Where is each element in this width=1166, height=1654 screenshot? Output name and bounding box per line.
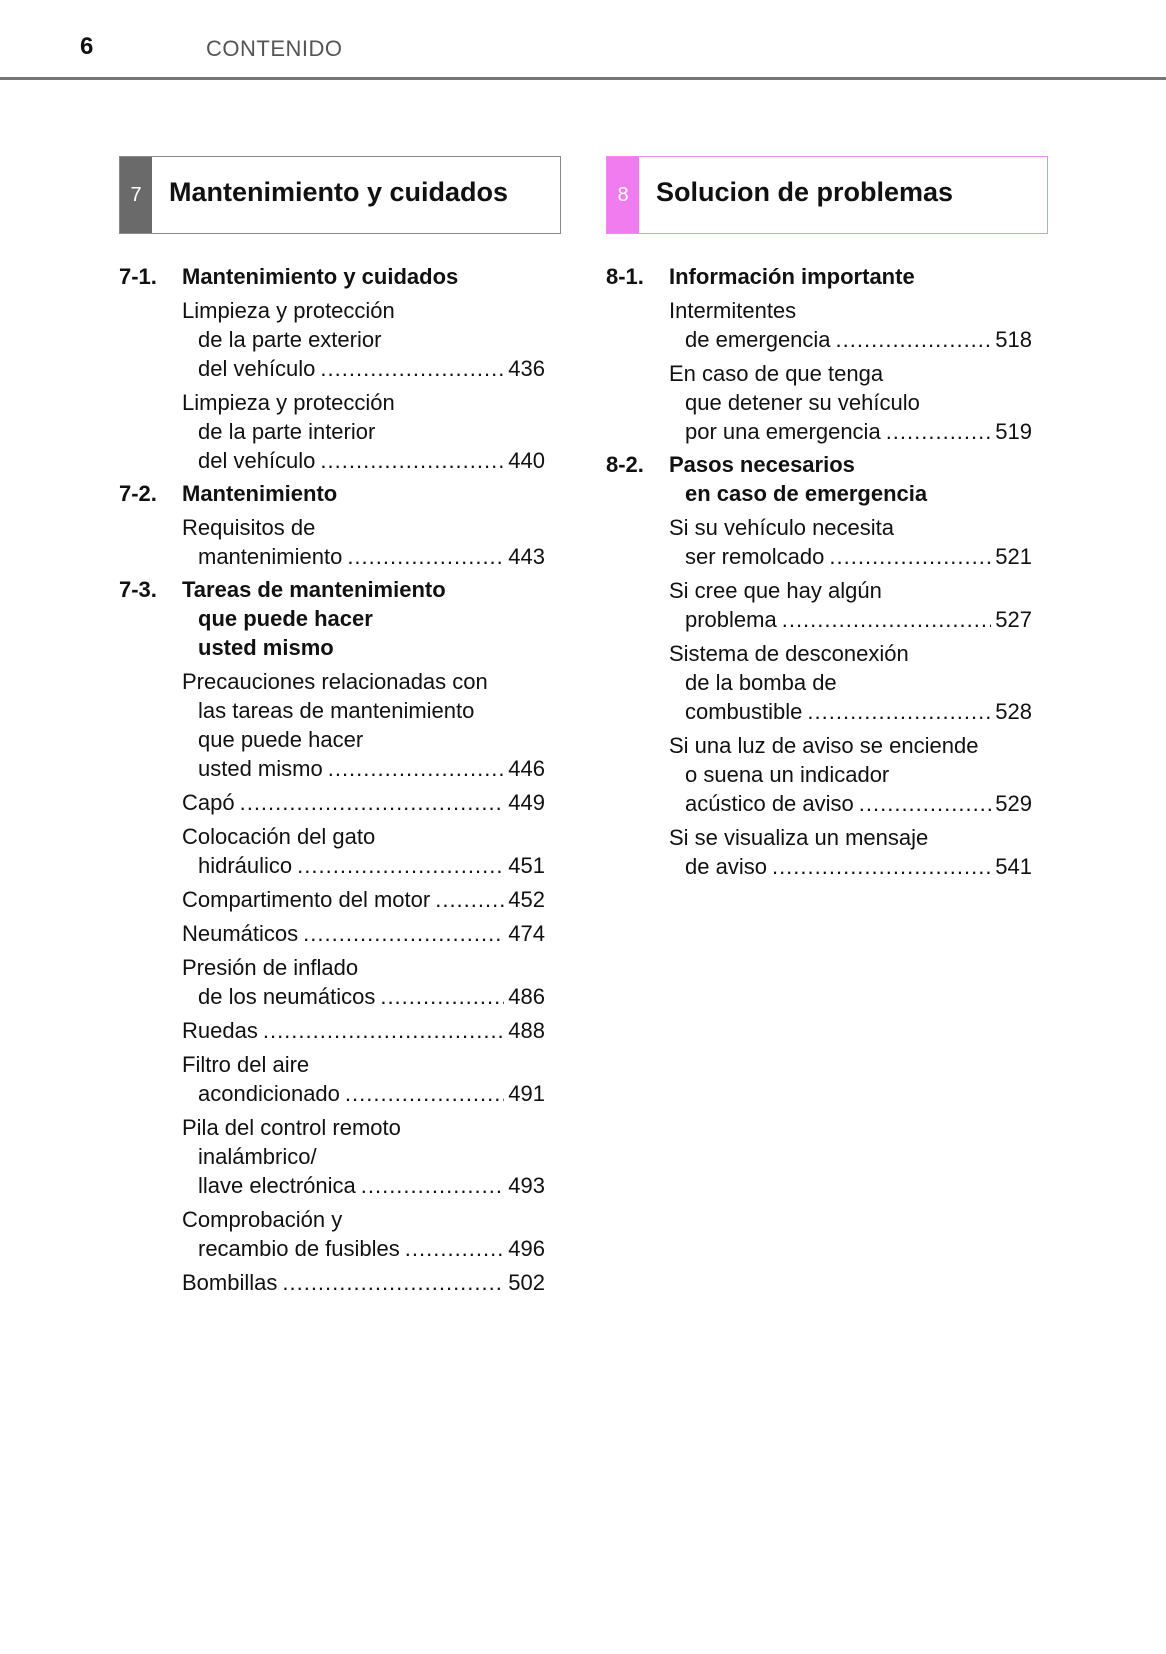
page-reference[interactable]: 451 (508, 853, 545, 878)
toc-entry[interactable] (669, 576, 1048, 634)
entry-line: Sistema de desconexión (669, 641, 909, 666)
chapter-title: Mantenimiento y cuidados (169, 177, 509, 207)
dot-leader (328, 754, 505, 783)
section-number: 8-2. (606, 452, 644, 477)
section-number: 8-1. (606, 264, 644, 289)
section-title-line: que puede hacer (198, 606, 373, 631)
entry-last-line (182, 446, 545, 475)
chapter-number-tab: 7 (120, 157, 152, 233)
entry-line: Filtro del aire (182, 1052, 310, 1077)
toc-entry[interactable] (669, 823, 1048, 881)
dot-leader (405, 1234, 505, 1263)
toc-entry[interactable] (669, 296, 1048, 354)
page-reference[interactable]: 474 (508, 921, 545, 946)
section-title-line: en caso de emergencia (685, 481, 928, 506)
entry-line: acústico de aviso (685, 791, 854, 816)
page-reference[interactable]: 449 (508, 790, 545, 815)
toc-entry[interactable] (182, 296, 561, 383)
dot-leader (320, 354, 504, 383)
entry-line: problema (685, 607, 777, 632)
entry-line: Requisitos de (182, 515, 316, 540)
dot-leader (263, 1016, 504, 1045)
section-title-line: Mantenimiento y cuidados (182, 264, 459, 289)
section-title (182, 479, 561, 508)
dot-leader (320, 446, 504, 475)
toc-entry[interactable] (182, 388, 561, 475)
toc-section (119, 479, 561, 571)
running-title: CONTENIDO (206, 36, 343, 61)
section-title-line: usted mismo (198, 635, 334, 660)
entry-line: Si su vehículo necesita (669, 515, 895, 540)
dot-leader (886, 417, 992, 446)
chapter-column-7 (119, 156, 561, 1297)
entry-last-line (182, 1079, 545, 1108)
entry-last-line (182, 788, 545, 817)
dot-leader (807, 697, 991, 726)
toc-entry[interactable] (182, 885, 561, 914)
entry-line: Limpieza y protección (182, 298, 395, 323)
section-title-line: Mantenimiento (182, 481, 338, 506)
toc-entry[interactable] (182, 919, 561, 948)
dot-leader (829, 542, 991, 571)
section-title (669, 450, 1048, 508)
entry-line: combustible (685, 699, 803, 724)
entry-line: las tareas de mantenimiento (198, 698, 475, 723)
page-reference[interactable]: 518 (995, 327, 1032, 352)
dot-leader (297, 851, 504, 880)
entry-line: de la parte exterior (198, 327, 382, 352)
entry-line: recambio de fusibles (198, 1236, 400, 1261)
chapter-column-8 (606, 156, 1048, 881)
entry-last-line (669, 697, 1032, 726)
entry-line: del vehículo (198, 356, 316, 381)
dot-leader (240, 788, 505, 817)
page-reference[interactable]: 528 (995, 699, 1032, 724)
page-reference[interactable]: 446 (508, 756, 545, 781)
page-header (0, 0, 1166, 82)
entry-line: inalámbrico/ (198, 1144, 317, 1169)
toc-entry[interactable] (669, 639, 1048, 726)
chapter-header (119, 156, 561, 234)
entry-line: que detener su vehículo (685, 390, 920, 415)
section-title (182, 575, 561, 662)
entry-line: Colocación del gato (182, 824, 376, 849)
dot-leader (435, 885, 504, 914)
entry-line: Bombillas (182, 1270, 278, 1295)
entry-line: ser remolcado (685, 544, 825, 569)
toc-entry[interactable] (182, 788, 561, 817)
entry-line: acondicionado (198, 1081, 340, 1106)
dot-leader (836, 325, 992, 354)
entry-line: del vehículo (198, 448, 316, 473)
entry-line: Compartimento del motor (182, 887, 431, 912)
dot-leader (345, 1079, 504, 1108)
toc-section (606, 450, 1048, 881)
section-number: 7-2. (119, 481, 157, 506)
toc-entry[interactable] (669, 359, 1048, 446)
toc-entry[interactable] (182, 513, 561, 571)
entry-last-line (182, 1268, 545, 1297)
page-reference[interactable]: 452 (508, 887, 545, 912)
entry-last-line (669, 789, 1032, 818)
toc-entry[interactable] (182, 1113, 561, 1200)
entry-line: Limpieza y protección (182, 390, 395, 415)
toc-entry[interactable] (182, 953, 561, 1011)
entry-last-line (182, 982, 545, 1011)
entry-last-line (182, 851, 545, 880)
entry-line: de los neumáticos (198, 984, 376, 1009)
chapter-number-tab: 8 (607, 157, 639, 233)
entry-last-line (669, 605, 1032, 634)
dot-leader (361, 1171, 505, 1200)
entry-line: hidráulico (198, 853, 293, 878)
entry-line: Precauciones relacionadas con (182, 669, 488, 694)
entry-line: Si cree que hay algún (669, 578, 882, 603)
entry-last-line (669, 417, 1032, 446)
page-reference[interactable]: 541 (995, 854, 1032, 879)
header-divider (0, 77, 1166, 80)
chapter-title: Solucion de problemas (656, 177, 954, 207)
entry-last-line (182, 885, 545, 914)
page-reference[interactable]: 527 (995, 607, 1032, 632)
entry-line: de la bomba de (685, 670, 837, 695)
dot-leader (380, 982, 504, 1011)
entry-line: llave electrónica (198, 1173, 356, 1198)
toc-entry[interactable] (182, 1016, 561, 1045)
entry-line: Si se visualiza un mensaje (669, 825, 929, 850)
toc-entry[interactable] (669, 513, 1048, 571)
dot-leader (782, 605, 992, 634)
page-reference[interactable]: 443 (508, 544, 545, 569)
page-reference[interactable]: 486 (508, 984, 545, 1009)
entry-line: Pila del control remoto (182, 1115, 401, 1140)
page-reference[interactable]: 491 (508, 1081, 545, 1106)
entry-last-line (182, 1234, 545, 1263)
entry-line: que puede hacer (198, 727, 364, 752)
entry-last-line (182, 754, 545, 783)
section-title (182, 262, 561, 291)
entry-line: Intermitentes (669, 298, 797, 323)
toc-entry[interactable] (182, 822, 561, 880)
entry-last-line (669, 542, 1032, 571)
page-reference[interactable]: 436 (508, 356, 545, 381)
entry-last-line (669, 852, 1032, 881)
entry-line: Ruedas (182, 1018, 258, 1043)
entry-line: por una emergencia (685, 419, 881, 444)
entry-line: Si una luz de aviso se enciende (669, 733, 979, 758)
dot-leader (859, 789, 992, 818)
page-reference[interactable]: 496 (508, 1236, 545, 1261)
page-reference[interactable]: 493 (508, 1173, 545, 1198)
entry-last-line (182, 354, 545, 383)
entry-line: mantenimiento (198, 544, 343, 569)
entry-line: Presión de inflado (182, 955, 359, 980)
page-reference[interactable]: 519 (995, 419, 1032, 444)
toc-entry[interactable] (182, 667, 561, 783)
toc-entry[interactable] (182, 1205, 561, 1263)
page-reference[interactable]: 440 (508, 448, 545, 473)
entry-line: Comprobación y (182, 1207, 343, 1232)
entry-line: Neumáticos (182, 921, 299, 946)
entry-last-line (182, 542, 545, 571)
toc-entry[interactable] (669, 731, 1048, 818)
toc-section (119, 575, 561, 1297)
entry-last-line (669, 325, 1032, 354)
section-title-line: Tareas de mantenimiento (182, 577, 446, 602)
section-number: 7-1. (119, 264, 157, 289)
entry-line: o suena un indicador (685, 762, 890, 787)
toc-entry[interactable] (182, 1268, 561, 1297)
entry-line: de emergencia (685, 327, 831, 352)
dot-leader (772, 852, 991, 881)
entry-last-line (182, 1016, 545, 1045)
page-number: 6 (80, 33, 94, 60)
section-list (119, 262, 561, 1297)
chapter-header (606, 156, 1048, 234)
toc-section (119, 262, 561, 475)
section-title (669, 262, 1048, 291)
page-reference[interactable]: 502 (508, 1270, 545, 1295)
entry-last-line (182, 919, 545, 948)
toc-entry[interactable] (182, 1050, 561, 1108)
page-reference[interactable]: 521 (995, 544, 1032, 569)
entry-last-line (182, 1171, 545, 1200)
page-reference[interactable]: 529 (995, 791, 1032, 816)
toc-section (606, 262, 1048, 446)
page-reference[interactable]: 488 (508, 1018, 545, 1043)
section-title-line: Pasos necesarios (669, 452, 855, 477)
section-number: 7-3. (119, 577, 157, 602)
dot-leader (303, 919, 504, 948)
entry-line: En caso de que tenga (669, 361, 884, 386)
section-list (606, 262, 1048, 881)
dot-leader (347, 542, 504, 571)
dot-leader (282, 1268, 504, 1297)
entry-line: usted mismo (198, 756, 323, 781)
entry-line: de la parte interior (198, 419, 376, 444)
entry-line: de aviso (685, 854, 767, 879)
entry-line: Capó (182, 790, 235, 815)
section-title-line: Información importante (669, 264, 915, 289)
